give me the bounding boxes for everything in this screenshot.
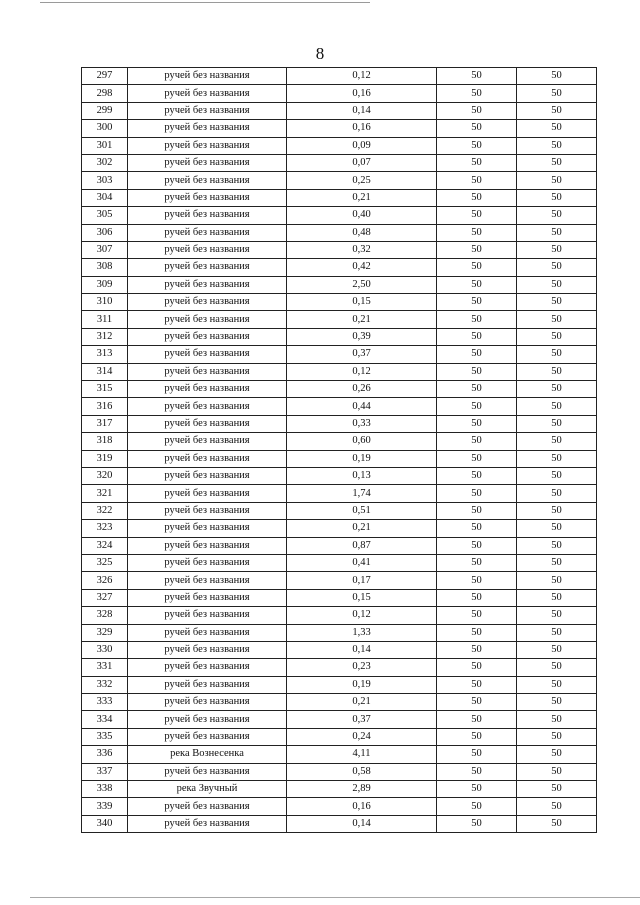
table-row [82,763,597,780]
row-number-cell: 303 [82,172,128,189]
length-cell: 0,58 [287,763,437,780]
coastal-strip-cell: 50 [517,172,597,189]
watercourse-name-cell: ручей без названия [128,398,287,415]
protection-zone-cell: 50 [437,346,517,363]
table-row [82,607,597,624]
protection-zone-cell: 50 [437,589,517,606]
table-row [82,589,597,606]
watercourse-name-cell: ручей без названия [128,572,287,589]
row-number-cell: 310 [82,294,128,311]
length-cell: 2,89 [287,781,437,798]
watercourse-name-cell: ручей без названия [128,641,287,658]
length-cell: 0,15 [287,589,437,606]
protection-zone-cell: 50 [437,467,517,484]
length-cell: 0,19 [287,450,437,467]
table-row [82,398,597,415]
row-number-cell: 297 [82,68,128,85]
row-number-cell: 331 [82,659,128,676]
row-number-cell: 311 [82,311,128,328]
table-row [82,102,597,119]
protection-zone-cell: 50 [437,781,517,798]
row-number-cell: 316 [82,398,128,415]
table-row [82,328,597,345]
watercourse-name-cell: ручей без названия [128,328,287,345]
table-row [82,346,597,363]
protection-zone-cell: 50 [437,398,517,415]
protection-zone-cell: 50 [437,746,517,763]
length-cell: 0,21 [287,311,437,328]
table-row [82,520,597,537]
length-cell: 0,25 [287,172,437,189]
protection-zone-cell: 50 [437,711,517,728]
coastal-strip-cell: 50 [517,241,597,258]
watercourse-name-cell: ручей без названия [128,259,287,276]
length-cell: 0,37 [287,346,437,363]
protection-zone-cell: 50 [437,728,517,745]
protection-zone-cell: 50 [437,172,517,189]
row-number-cell: 338 [82,781,128,798]
protection-zone-cell: 50 [437,154,517,171]
watercourse-name-cell: ручей без названия [128,154,287,171]
length-cell: 0,60 [287,433,437,450]
watercourse-name-cell: ручей без названия [128,381,287,398]
coastal-strip-cell: 50 [517,607,597,624]
watercourse-name-cell: ручей без названия [128,415,287,432]
watercourse-name-cell: ручей без названия [128,624,287,641]
protection-zone-cell: 50 [437,624,517,641]
protection-zone-cell: 50 [437,68,517,85]
row-number-cell: 339 [82,798,128,815]
table-row [82,259,597,276]
row-number-cell: 299 [82,102,128,119]
row-number-cell: 307 [82,241,128,258]
watercourse-name-cell: ручей без названия [128,589,287,606]
watercourse-name-cell: ручей без названия [128,224,287,241]
protection-zone-cell: 50 [437,102,517,119]
coastal-strip-cell: 50 [517,381,597,398]
protection-zone-cell: 50 [437,120,517,137]
length-cell: 0,16 [287,85,437,102]
coastal-strip-cell: 50 [517,676,597,693]
coastal-strip-cell: 50 [517,694,597,711]
table-row [82,815,597,832]
length-cell: 0,12 [287,363,437,380]
length-cell: 0,14 [287,102,437,119]
row-number-cell: 312 [82,328,128,345]
table-row [82,68,597,85]
length-cell: 0,32 [287,241,437,258]
table-row [82,781,597,798]
length-cell: 1,33 [287,624,437,641]
length-cell: 0,41 [287,554,437,571]
table-row [82,241,597,258]
protection-zone-cell: 50 [437,694,517,711]
length-cell: 0,26 [287,381,437,398]
watercourse-name-cell: ручей без названия [128,450,287,467]
row-number-cell: 314 [82,363,128,380]
protection-zone-cell: 50 [437,137,517,154]
watercourse-name-cell: ручей без названия [128,659,287,676]
protection-zone-cell: 50 [437,450,517,467]
coastal-strip-cell: 50 [517,502,597,519]
row-number-cell: 330 [82,641,128,658]
length-cell: 0,87 [287,537,437,554]
length-cell: 0,21 [287,520,437,537]
watercourse-name-cell: ручей без названия [128,241,287,258]
coastal-strip-cell: 50 [517,798,597,815]
coastal-strip-cell: 50 [517,102,597,119]
row-number-cell: 329 [82,624,128,641]
watercourse-name-cell: ручей без названия [128,363,287,380]
table-row [82,207,597,224]
table-row [82,433,597,450]
watercourse-name-cell: ручей без названия [128,189,287,206]
watercourse-name-cell: ручей без названия [128,676,287,693]
length-cell: 0,51 [287,502,437,519]
watercourse-name-cell: ручей без названия [128,554,287,571]
protection-zone-cell: 50 [437,815,517,832]
length-cell: 0,14 [287,815,437,832]
coastal-strip-cell: 50 [517,537,597,554]
watercourse-name-cell: ручей без названия [128,694,287,711]
table-row [82,659,597,676]
length-cell: 0,42 [287,259,437,276]
length-cell: 0,44 [287,398,437,415]
watercourse-name-cell: ручей без названия [128,311,287,328]
row-number-cell: 340 [82,815,128,832]
protection-zone-cell: 50 [437,554,517,571]
watercourse-name-cell: ручей без названия [128,102,287,119]
table-row [82,676,597,693]
table-row [82,154,597,171]
row-number-cell: 317 [82,415,128,432]
scan-edge-top [40,2,370,3]
length-cell: 0,33 [287,415,437,432]
length-cell: 0,09 [287,137,437,154]
length-cell: 0,16 [287,798,437,815]
table-row [82,120,597,137]
row-number-cell: 321 [82,485,128,502]
table-row [82,572,597,589]
coastal-strip-cell: 50 [517,224,597,241]
watercourse-name-cell: ручей без названия [128,85,287,102]
length-cell: 0,07 [287,154,437,171]
row-number-cell: 332 [82,676,128,693]
watercourse-name-cell: ручей без названия [128,207,287,224]
coastal-strip-cell: 50 [517,624,597,641]
protection-zone-cell: 50 [437,485,517,502]
watercourse-name-cell: ручей без названия [128,346,287,363]
table-row [82,450,597,467]
watercourse-name-cell: ручей без названия [128,485,287,502]
coastal-strip-cell: 50 [517,520,597,537]
row-number-cell: 333 [82,694,128,711]
protection-zone-cell: 50 [437,433,517,450]
coastal-strip-cell: 50 [517,276,597,293]
coastal-strip-cell: 50 [517,659,597,676]
protection-zone-cell: 50 [437,259,517,276]
table-row [82,276,597,293]
watercourse-name-cell: ручей без названия [128,294,287,311]
table-row [82,294,597,311]
watercourse-name-cell: ручей без названия [128,798,287,815]
length-cell: 0,15 [287,294,437,311]
table-row [82,172,597,189]
coastal-strip-cell: 50 [517,572,597,589]
length-cell: 1,74 [287,485,437,502]
row-number-cell: 320 [82,467,128,484]
watercourse-name-cell: ручей без названия [128,68,287,85]
coastal-strip-cell: 50 [517,763,597,780]
protection-zone-cell: 50 [437,381,517,398]
row-number-cell: 325 [82,554,128,571]
watercourse-name-cell: ручей без названия [128,137,287,154]
coastal-strip-cell: 50 [517,189,597,206]
length-cell: 0,14 [287,641,437,658]
table-row [82,363,597,380]
length-cell: 0,16 [287,120,437,137]
coastal-strip-cell: 50 [517,415,597,432]
coastal-strip-cell: 50 [517,728,597,745]
watercourse-name-cell: ручей без названия [128,815,287,832]
coastal-strip-cell: 50 [517,311,597,328]
protection-zone-cell: 50 [437,241,517,258]
row-number-cell: 337 [82,763,128,780]
row-number-cell: 315 [82,381,128,398]
length-cell: 0,21 [287,694,437,711]
length-cell: 0,37 [287,711,437,728]
table-row [82,381,597,398]
table-body [82,68,597,833]
protection-zone-cell: 50 [437,276,517,293]
coastal-strip-cell: 50 [517,68,597,85]
watercourse-name-cell: река Звучный [128,781,287,798]
length-cell: 0,13 [287,467,437,484]
row-number-cell: 298 [82,85,128,102]
row-number-cell: 322 [82,502,128,519]
row-number-cell: 334 [82,711,128,728]
table-row [82,798,597,815]
coastal-strip-cell: 50 [517,294,597,311]
coastal-strip-cell: 50 [517,746,597,763]
protection-zone-cell: 50 [437,502,517,519]
coastal-strip-cell: 50 [517,363,597,380]
coastal-strip-cell: 50 [517,641,597,658]
protection-zone-cell: 50 [437,294,517,311]
protection-zone-cell: 50 [437,363,517,380]
protection-zone-cell: 50 [437,224,517,241]
row-number-cell: 308 [82,259,128,276]
watercourse-name-cell: ручей без названия [128,276,287,293]
coastal-strip-cell: 50 [517,433,597,450]
length-cell: 0,21 [287,189,437,206]
coastal-strip-cell: 50 [517,398,597,415]
row-number-cell: 324 [82,537,128,554]
coastal-strip-cell: 50 [517,711,597,728]
table-row [82,224,597,241]
coastal-strip-cell: 50 [517,815,597,832]
row-number-cell: 301 [82,137,128,154]
watercourse-name-cell: ручей без названия [128,520,287,537]
table-row [82,189,597,206]
protection-zone-cell: 50 [437,572,517,589]
coastal-strip-cell: 50 [517,467,597,484]
length-cell: 0,23 [287,659,437,676]
watercourse-name-cell: ручей без названия [128,728,287,745]
length-cell: 0,40 [287,207,437,224]
protection-zone-cell: 50 [437,520,517,537]
coastal-strip-cell: 50 [517,450,597,467]
protection-zone-cell: 50 [437,189,517,206]
length-cell: 0,12 [287,607,437,624]
row-number-cell: 318 [82,433,128,450]
row-number-cell: 335 [82,728,128,745]
protection-zone-cell: 50 [437,207,517,224]
table-row [82,415,597,432]
length-cell: 0,19 [287,676,437,693]
row-number-cell: 305 [82,207,128,224]
length-cell: 0,12 [287,68,437,85]
protection-zone-cell: 50 [437,676,517,693]
table-row [82,746,597,763]
coastal-strip-cell: 50 [517,120,597,137]
row-number-cell: 336 [82,746,128,763]
coastal-strip-cell: 50 [517,589,597,606]
watercourse-name-cell: ручей без названия [128,433,287,450]
protection-zone-cell: 50 [437,311,517,328]
coastal-strip-cell: 50 [517,346,597,363]
table-row [82,728,597,745]
watercourse-name-cell: ручей без названия [128,607,287,624]
watercourse-name-cell: река Вознесенка [128,746,287,763]
table-row [82,711,597,728]
length-cell: 0,24 [287,728,437,745]
protection-zone-cell: 50 [437,659,517,676]
row-number-cell: 328 [82,607,128,624]
row-number-cell: 319 [82,450,128,467]
protection-zone-cell: 50 [437,85,517,102]
row-number-cell: 313 [82,346,128,363]
length-cell: 0,17 [287,572,437,589]
row-number-cell: 309 [82,276,128,293]
protection-zone-cell: 50 [437,763,517,780]
protection-zone-cell: 50 [437,798,517,815]
row-number-cell: 323 [82,520,128,537]
length-cell: 0,48 [287,224,437,241]
row-number-cell: 306 [82,224,128,241]
protection-zone-cell: 50 [437,415,517,432]
watercourse-name-cell: ручей без названия [128,502,287,519]
table-row [82,467,597,484]
coastal-strip-cell: 50 [517,259,597,276]
coastal-strip-cell: 50 [517,137,597,154]
coastal-strip-cell: 50 [517,554,597,571]
table-row [82,624,597,641]
table-row [82,502,597,519]
table-row [82,485,597,502]
table-row [82,85,597,102]
scan-edge-bottom [30,897,640,898]
coastal-strip-cell: 50 [517,485,597,502]
watercourse-name-cell: ручей без названия [128,172,287,189]
coastal-strip-cell: 50 [517,85,597,102]
watercourse-name-cell: ручей без названия [128,763,287,780]
page-number: 8 [315,44,325,63]
length-cell: 4,11 [287,746,437,763]
watercourse-table [81,67,597,833]
length-cell: 0,39 [287,328,437,345]
table-row [82,694,597,711]
row-number-cell: 304 [82,189,128,206]
protection-zone-cell: 50 [437,328,517,345]
length-cell: 2,50 [287,276,437,293]
row-number-cell: 326 [82,572,128,589]
table-row [82,311,597,328]
protection-zone-cell: 50 [437,537,517,554]
row-number-cell: 300 [82,120,128,137]
watercourse-name-cell: ручей без названия [128,711,287,728]
coastal-strip-cell: 50 [517,328,597,345]
row-number-cell: 302 [82,154,128,171]
protection-zone-cell: 50 [437,641,517,658]
coastal-strip-cell: 50 [517,207,597,224]
row-number-cell: 327 [82,589,128,606]
table-row [82,641,597,658]
watercourse-name-cell: ручей без названия [128,467,287,484]
table-row [82,554,597,571]
coastal-strip-cell: 50 [517,154,597,171]
watercourse-name-cell: ручей без названия [128,537,287,554]
protection-zone-cell: 50 [437,607,517,624]
coastal-strip-cell: 50 [517,781,597,798]
table-row [82,137,597,154]
table-row [82,537,597,554]
watercourse-name-cell: ручей без названия [128,120,287,137]
